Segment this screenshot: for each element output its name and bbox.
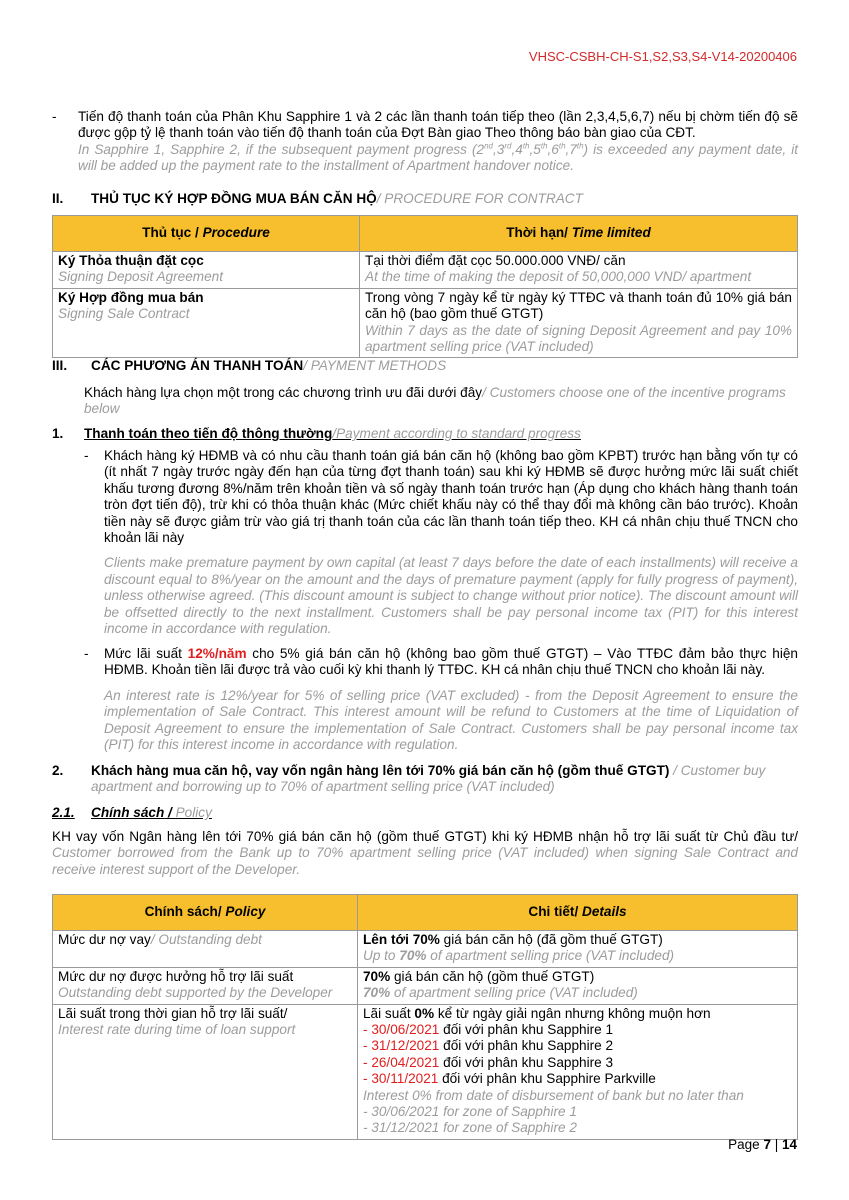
document-id: VHSC-CSBH-CH-S1,S2,S3,S4-V14-20200406 (528, 49, 797, 64)
policy-header: Chính sách/ Policy (53, 895, 358, 931)
intro-paragraph (78, 109, 798, 175)
time-limit-header: Thời hạn/ Time limited (360, 216, 798, 252)
table-row: Ký Thỏa thuận đặt cọc Signing Deposit Agreement Tại thời điểm đặt cọc 50.000.000 VNĐ/ căn At the time of making the deposit of 50,000,000 VND/ apartment (53, 252, 798, 289)
intro-en: In Sapphire 1, Sapphire 2, if the subsequent payment progress (2nd,3rd,4th,5th,6th,7th) is exceeded any payment date, it will be added up the payment rate to the installment of Apartment handover notice. (78, 141, 799, 174)
item-2-1-number: 2.1. (52, 805, 75, 820)
table-row: Lãi suất trong thời gian hỗ trợ lãi suất/ Interest rate during time of loan support Lãi suất 0% kể từ ngày giải ngân nhưng không muộn hơn - 30/06/2021 đối với phân khu Sapphire 1 - 31/12/2021 đối với phân khu Sapphire 2 - 26/04/2021 đối với phân khu Sapphire 3 - 30/11/2021 đối với phân khu Sapphire Parkville Interest 0% from date of disbursement of bank but no later than - 30/06/2021 for zone of Sapphire 1 - 31/12/2021 for zone of Sapphire 2 (53, 1004, 798, 1139)
item-1-number: 1. (52, 426, 64, 441)
procedure-table (52, 215, 798, 358)
table-row: Ký Hợp đồng mua bán Signing Sale Contract Trong vòng 7 ngày kể từ ngày ký TTĐC và thanh toán đủ 10% giá bán căn hộ (bao gồm thuế GTGT) Within 7 days as the date of signing Deposit Agreement and pay 10% apartment selling price (VAT included) (53, 288, 798, 358)
policy-table (52, 894, 798, 1140)
section-3-heading: CÁC PHƯƠNG ÁN THANH TOÁN/ PAYMENT METHODS (91, 358, 447, 373)
date-line: - 30/06/2021 đối với phân khu Sapphire 1 (363, 1022, 614, 1038)
item-1-heading: Thanh toán theo tiến độ thông thường/Payment according to standard progress (84, 426, 581, 441)
item-2-1-text: KH vay vốn Ngân hàng lên tới 70% giá bán căn hộ (gồm thuế GTGT) khi ký HĐMB nhận hỗ trợ lãi suất từ Chủ đầu tư/ Customer borrowed from the Bank up to 70% apartment selling price (VAT included) when signing Sale Contract and receive interest support of the Developer. (52, 829, 798, 877)
page-footer: Page 7 | 14 (728, 1137, 797, 1152)
section-3-intro: Khách hàng lựa chọn một trong các chương trình ưu đãi dưới đây/ Customers choose one of the incentive programs below (84, 385, 786, 417)
date-line: - 31/12/2021 đối với phân khu Sapphire 2 (363, 1038, 614, 1054)
bullet-dash: - (52, 109, 57, 124)
intro-vi: Tiến độ thanh toán của Phân Khu Sapphire 1 và 2 các lần thanh toán tiếp theo (lần 2,3,4,5,6,7) nếu bị chờm tiến độ sẽ được gộp tỷ lệ thanh toán vào tiến độ thanh toán của Đợt Bàn giao Theo thông báo bàn giao của CĐT. (78, 109, 798, 141)
item-2-1-heading: Chính sách / Policy (91, 805, 212, 820)
details-header: Chi tiết/ Details (358, 895, 798, 931)
item-1-bullet-1: Khách hàng ký HĐMB và có nhu cầu thanh toán giá bán căn hộ (không bao gồm KPBT) trước hạn bằng vốn tự có (ít nhất 7 ngày trước ngày đến hạn của từng đợt thanh toán) sau khi ký HĐMB sẽ được hưởng mức lãi suất chiết khấu tương đương 8%/năm trên khoản tiền và số ngày thanh toán trước hạn (Áp dụng cho khách hàng thanh toán tròn đợt tiến độ), trừ khi có thỏa thuận khác (Mức chiết khấu này có thể thay đổi mà không cần báo trước). Khoản tiền này sẽ được giảm trừ vào giá trị thanh toán của các lần thanh toán tiếp theo. KH cá nhân chịu thuế TNCN cho khoản lãi này Clients make premature payment by own capital (at least 7 days before the date of each installments) will receive a discount equal to 8%/year on the amount and the days of premature payment (apply for fully progress of payment), unless otherwise agreed. (This discount amount is subject to change without prior notice). The discount amount will be offsetted directly to the next installment. Customers shall be pay personal income tax (PIT) for this interest income in accordance with regulation. (104, 448, 798, 637)
section-2-heading: THỦ TỤC KÝ HỢP ĐỒNG MUA BÁN CĂN HỘ/ PROCEDURE FOR CONTRACT (91, 191, 583, 206)
bullet-dash: - (84, 448, 89, 463)
bullet-dash: - (84, 646, 89, 661)
date-line: - 30/11/2021 đối với phân khu Sapphire Parkville (363, 1071, 656, 1087)
item-2-heading: Khách hàng mua căn hộ, vay vốn ngân hàng lên tới 70% giá bán căn hộ (gồm thuế GTGT) / Customer buy apartment and borrowing up to 70% of apartment selling price (VAT included) (91, 763, 766, 795)
procedure-header: Thủ tục / Procedure (53, 216, 360, 252)
table-row: Mức dư nợ được hưởng hỗ trợ lãi suất Outstanding debt supported by the Developer 70% giá bán căn hộ (gồm thuế GTGT) 70% of apartment selling price (VAT included) (53, 967, 798, 1004)
item-1-bullet-2: Mức lãi suất 12%/năm cho 5% giá bán căn hộ (không bao gồm thuế GTGT) – Vào TTĐC đảm bảo thực hiện HĐMB. Khoản tiền lãi được trả vào cuối kỳ khi thanh lý TTĐC. KH cá nhân chịu thuế TNCN cho khoản lãi này. An interest rate is 12%/year for 5% of selling price (VAT excluded) - from the Deposit Agreement to ensure the implementation of Sale Contract. This interest amount will be refund to Customers at the time of Liquidation of Deposit Agreement to ensure the implementation of Sale Contract. Customers shall be pay personal income tax (PIT) for this interest income in accordance with regulation. (104, 646, 798, 753)
section-2-number: II. (52, 191, 64, 206)
item-2-number: 2. (52, 763, 64, 778)
table-row: Mức dư nợ vay/ Outstanding debt Lên tới 70% giá bán căn hộ (đã gồm thuế GTGT) Up to 70% of apartment selling price (VAT included) (53, 931, 798, 968)
section-3-number: III. (52, 358, 68, 373)
date-line: - 26/04/2021 đối với phân khu Sapphire 3 (363, 1054, 614, 1070)
